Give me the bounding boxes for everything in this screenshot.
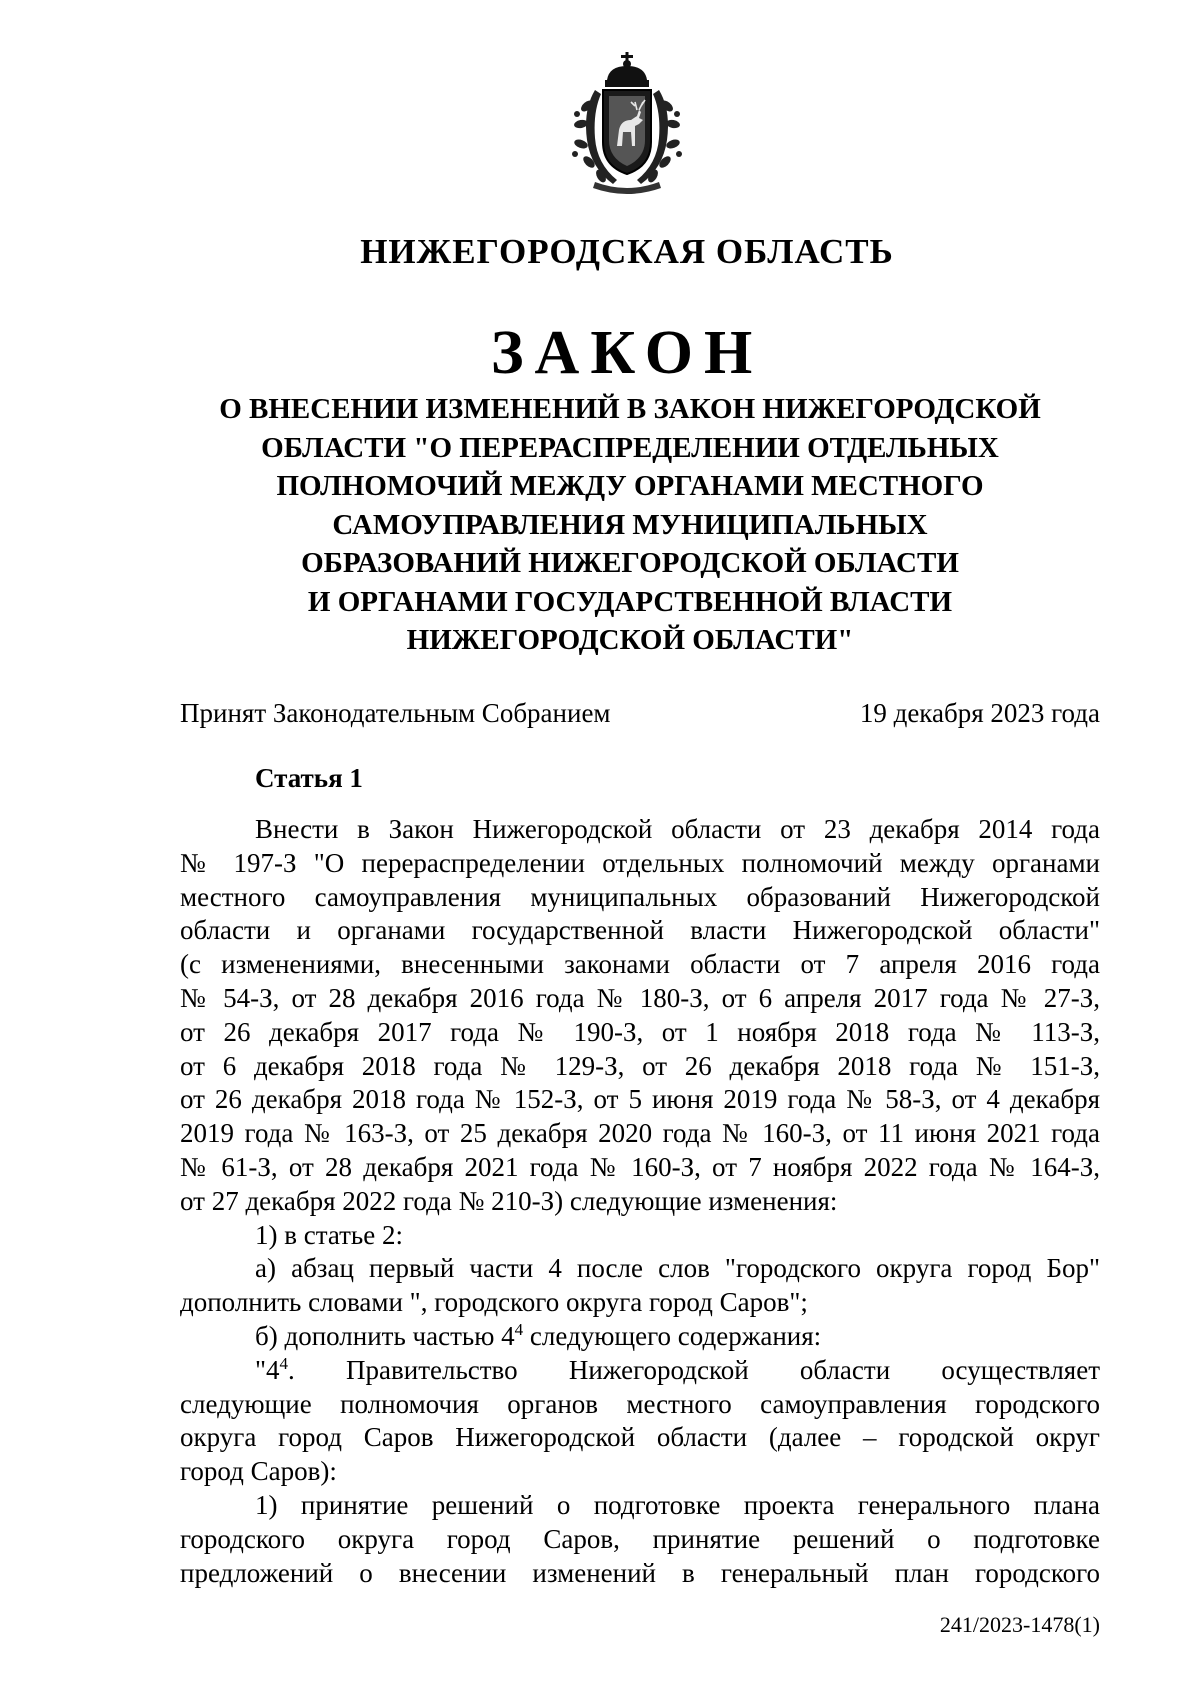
document-type: ЗАКОН	[490, 319, 764, 387]
paragraph-line: город Саров):	[180, 1456, 337, 1487]
document-number: 241/2023-1478(1)	[939, 1612, 1100, 1637]
paragraph-line: 1) принятие решений о подготовке проекта генерального плана	[255, 1489, 1100, 1520]
paragraph-line: № 54-З, от 28 декабря 2016 года № 180-З, от 6 апреля 2017 года № 27-З,	[180, 982, 1100, 1013]
paragraph-line: № 61-З, от 28 декабря 2021 года № 160-З, от 7 ноября 2022 года № 164-З,	[180, 1151, 1100, 1182]
paragraph-line: округа город Саров Нижегородской области (далее – городской округ	[180, 1422, 1100, 1453]
text-run: "4	[255, 1354, 280, 1385]
paragraph-line: от 26 декабря 2018 года № 152-З, от 5 июня 2019 года № 58-З, от 4 декабря	[180, 1084, 1100, 1115]
paragraph-line: местного самоуправления муниципальных образований Нижегородской	[180, 881, 1100, 912]
superscript: 4	[279, 1353, 289, 1373]
coat-of-arms-emblem	[565, 50, 689, 194]
paragraph-line: от 26 декабря 2017 года № 190-З, от 1 ноября 2018 года № 113-З,	[180, 1016, 1100, 1047]
text-run: следующего содержания:	[523, 1320, 822, 1351]
paragraph-line: дополнить словами ", городского округа город Саров";	[180, 1287, 808, 1318]
text-run: . Правительство Нижегородской области осуществляет	[288, 1354, 1100, 1385]
paragraph-line: от 27 декабря 2022 года № 210-З) следующие изменения:	[180, 1185, 838, 1216]
article-body	[180, 813, 1100, 1590]
law-title-line: ОБРАЗОВАНИЙ НИЖЕГОРОДСКОЙ ОБЛАСТИ	[301, 547, 959, 579]
text-run: б) дополнить частью 4	[255, 1320, 515, 1351]
region-name: НИЖЕГОРОДСКАЯ ОБЛАСТЬ	[360, 232, 894, 271]
law-title	[160, 390, 1100, 660]
paragraph-line: 2019 года № 163-З, от 25 декабря 2020 года № 160-З, от 11 июня 2021 года	[180, 1118, 1100, 1149]
article-heading: Статья 1	[255, 763, 363, 793]
paragraph-line: Внести в Закон Нижегородской области от 23 декабря 2014 года	[255, 814, 1100, 844]
paragraph-line: предложений о внесении изменений в генеральный план городского	[180, 1557, 1100, 1588]
law-title-line: САМОУПРАВЛЕНИЯ МУНИЦИПАЛЬНЫХ	[332, 508, 928, 541]
paragraph-line: № 197-З "О перераспределении отдельных полномочий между органами	[180, 847, 1100, 878]
paragraph-line: а) абзац первый части 4 после слов "городского округа город Бор"	[255, 1253, 1100, 1284]
paragraph-line: 1) в статье 2:	[255, 1219, 403, 1250]
law-title-line: И ОРГАНАМИ ГОСУДАРСТВЕННОЙ ВЛАСТИ	[307, 585, 953, 618]
paragraph-line	[180, 1320, 1100, 1354]
paragraph-line: от 6 декабря 2018 года № 129-З, от 26 декабря 2018 года № 151-З,	[180, 1050, 1100, 1081]
paragraph-line: следующие полномочия органов местного самоуправления городского	[180, 1388, 1100, 1419]
law-title-line: НИЖЕГОРОДСКОЙ ОБЛАСТИ"	[406, 624, 854, 656]
paragraph-line: области и органами государственной власти Нижегородской области"	[180, 915, 1100, 946]
law-title-line: О ВНЕСЕНИИ ИЗМЕНЕНИЙ В ЗАКОН НИЖЕГОРОДСКОЙ	[219, 393, 1041, 425]
paragraph-line: (с изменениями, внесенными законами области от 7 апреля 2016 года	[180, 949, 1100, 980]
law-title-line: ОБЛАСТИ "О ПЕРЕРАСПРЕДЕЛЕНИИ ОТДЕЛЬНЫХ	[261, 431, 999, 464]
adoption-date: 19 декабря 2023 года	[859, 698, 1100, 728]
adoption-label: Принят Законодательным Собранием	[180, 698, 611, 728]
paragraph-line: городского округа город Саров, принятие решений о подготовке	[180, 1523, 1100, 1554]
superscript: 4	[514, 1319, 524, 1339]
law-title-line: ПОЛНОМОЧИЙ МЕЖДУ ОРГАНАМИ МЕСТНОГО	[276, 470, 984, 502]
paragraph-line	[180, 1354, 1100, 1388]
